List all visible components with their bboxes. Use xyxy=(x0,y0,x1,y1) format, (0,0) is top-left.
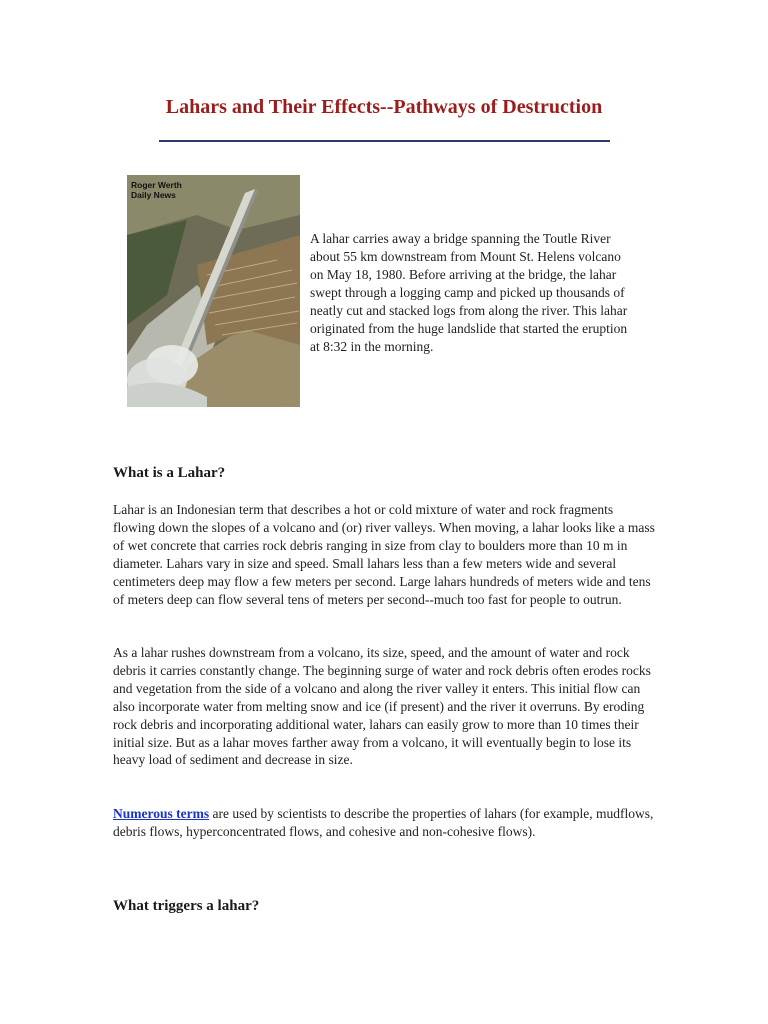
photo-caption: A lahar carries away a bridge spanning the Toutle River about 55 km downstream from Mount St. Helens volcano on May 18, 1980. Before arriving at the bridge, the lahar swept through a logging camp and picked up thousands of neatly cut and stacked logs from along the river. This lahar originated from the huge landslide that started the eruption at 8:32 in the morning. xyxy=(310,231,628,354)
lahar-bridge-photo xyxy=(127,175,300,407)
photo-credit xyxy=(131,180,182,200)
paragraph-lahar-terms-text: are used by scientists to describe the properties of lahars (for example, mudflows, debris flows, hyperconcentrated flows, and cohesive and non-cohesive flows). xyxy=(113,806,654,839)
section-heading-what-is-lahar: What is a Lahar? xyxy=(113,465,226,481)
paragraph-lahar-definition: Lahar is an Indonesian term that describes a hot or cold mixture of water and rock fragments flowing down the slopes of a volcano and (or) river valleys. When moving, a lahar looks like a mass of wet concrete that carries rock debris ranging in size from clay to boulders more than 10 m in diameter. Lahars vary in size and speed. Small lahars less than a few meters wide and several centimeters deep may flow a few meters per second. Large lahars hundreds of meters wide and tens of meters deep can flow several tens of meters per second--much too fast for people to outrun. xyxy=(113,502,655,607)
section-heading-what-triggers-lahar: What triggers a lahar? xyxy=(113,898,260,914)
photo-illustration xyxy=(127,175,300,407)
numerous-terms-link[interactable]: Numerous terms xyxy=(113,806,210,821)
paragraph-lahar-growth: As a lahar rushes downstream from a volcano, its size, speed, and the amount of water and rock debris it carries constantly change. The beginning surge of water and rock debris often erodes rocks and vegetation from the side of a volcano and along the river valley it enters. This initial flow can also incorporate water from melting snow and ice (if present) and the river it overruns. By eroding rock debris and incorporating additional water, lahars can easily grow to more than 10 times their initial size. But as a lahar moves farther away from a volcano, it will eventually begin to lose its heavy load of sediment and decrease in size. xyxy=(113,645,651,768)
photo-credit-name: Roger Werth xyxy=(131,180,182,190)
photo-credit-source: Daily News xyxy=(131,190,176,200)
page-title: Lahars and Their Effects--Pathways of Destruction xyxy=(165,96,603,118)
paragraph-lahar-terms xyxy=(113,805,658,841)
title-divider xyxy=(159,140,610,142)
